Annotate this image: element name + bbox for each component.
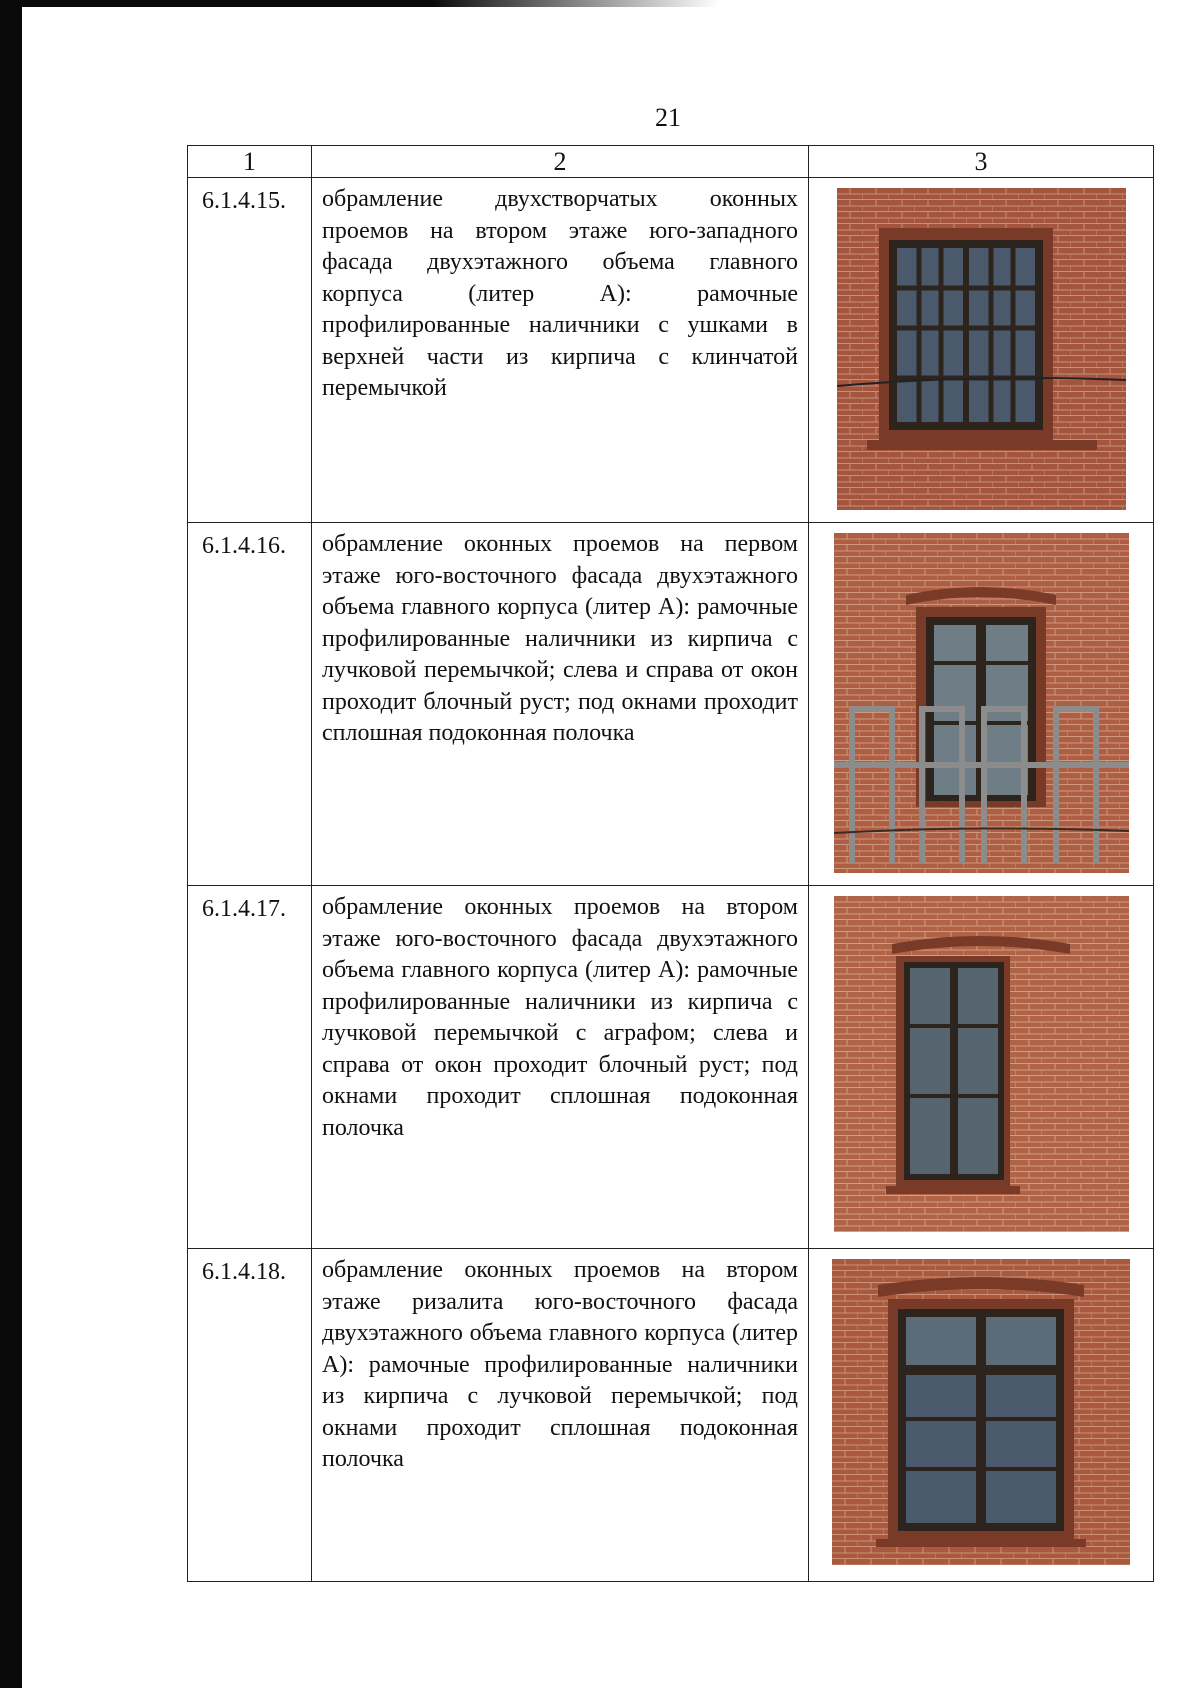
scan-edge-top bbox=[0, 0, 720, 7]
column-header-2: 2 bbox=[312, 146, 809, 178]
table-row bbox=[188, 178, 1154, 523]
table-header-row bbox=[188, 146, 1154, 178]
scan-edge-left bbox=[0, 0, 22, 1688]
heritage-elements-table bbox=[187, 145, 1154, 1582]
row-number: 6.1.4.17. bbox=[188, 886, 312, 1249]
table-row bbox=[188, 886, 1154, 1249]
row-description: обрамление оконных проемов на втором этаже юго-восточного фасада двухэтажного объема главного корпуса (литер А): рамочные профилированные наличники из кирпича с лучковой перемычкой с аграфом; слева и справа от окон проходит блочный руст; под окнами проходит сплошная подоконная полочка bbox=[312, 886, 809, 1249]
column-header-1: 1 bbox=[188, 146, 312, 178]
column-header-3: 3 bbox=[809, 146, 1154, 178]
row-number: 6.1.4.15. bbox=[188, 178, 312, 523]
brick-window-photo bbox=[832, 1259, 1130, 1565]
row-number: 6.1.4.18. bbox=[188, 1249, 312, 1582]
page-number: 21 bbox=[655, 103, 681, 132]
brick-window-grille-photo bbox=[834, 533, 1129, 873]
row-description: обрамление двухстворчатых оконных проемов на втором этаже юго-западного фасада двухэтажного объема главного корпуса (литер А): рамочные профилированные наличники с ушками в верхней части из кирпича с клинчатой перемычкой bbox=[312, 178, 809, 523]
table-row bbox=[188, 1249, 1154, 1582]
brick-window-photo bbox=[837, 188, 1126, 510]
table-row bbox=[188, 523, 1154, 886]
row-number: 6.1.4.16. bbox=[188, 523, 312, 886]
row-description: обрамление оконных проемов на первом этаже юго-восточного фасада двухэтажного объема главного корпуса (литер А): рамочные профилированные наличники из кирпича с лучковой перемычкой; слева и справа от окон проходит блочный руст; под окнами проходит сплошная подоконная полочка bbox=[312, 523, 809, 886]
brick-window-photo bbox=[834, 896, 1129, 1232]
row-description: обрамление оконных проемов на втором этаже ризалита юго-восточного фасада двухэтажного объема главного корпуса (литер А): рамочные профилированные наличники из кирпича с лучковой перемычкой; под окнами проходит сплошная подоконная полочка bbox=[312, 1249, 809, 1582]
